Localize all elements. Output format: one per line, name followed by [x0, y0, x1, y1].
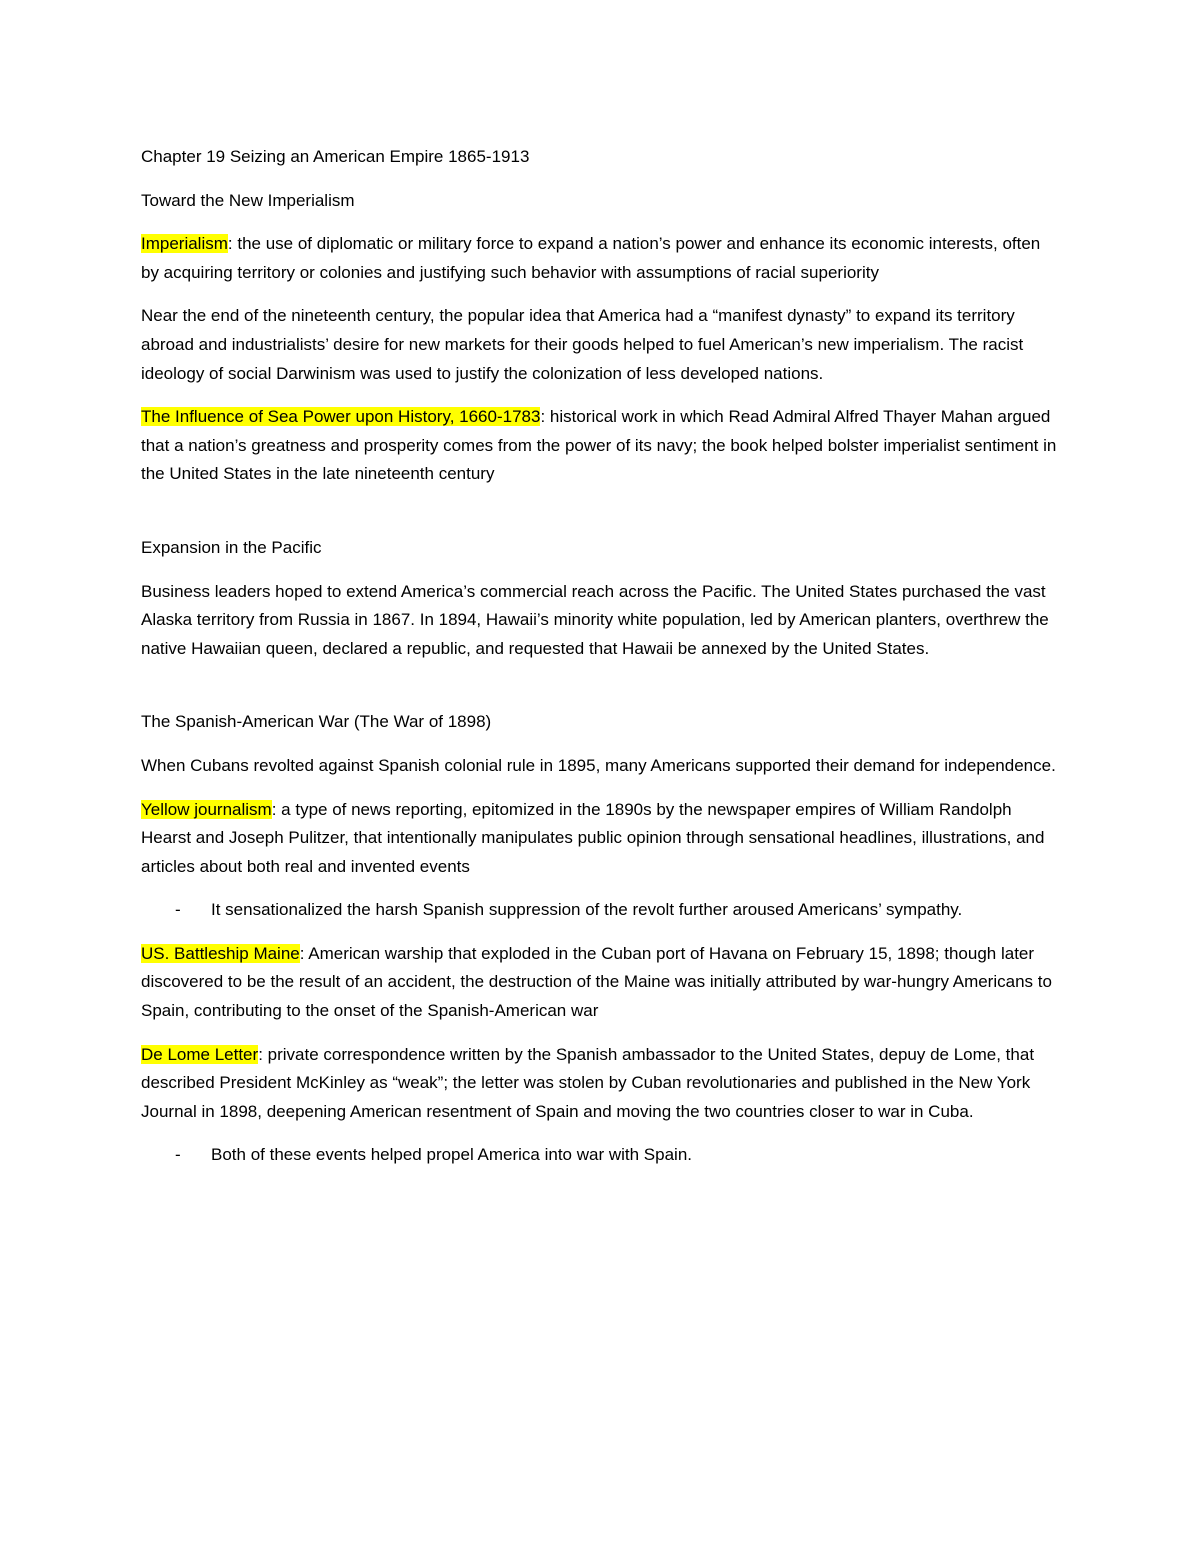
definition-battleship-maine — [141, 940, 1060, 1026]
bullet-text: Both of these events helped propel America into war with Spain. — [211, 1145, 693, 1165]
paragraph-manifest-dynasty: Near the end of the nineteenth century, the popular idea that America had a “manifest dynasty” to expand its territory abroad and industrialists’ desire for new markets for their goods helped to fuel American’s new imperialism. The racist ideology of social Darwinism was used to justify the colonization of less developed nations. — [141, 306, 1024, 383]
definition-yellow-journalism — [141, 796, 1060, 882]
term-battleship-maine: US. Battleship Maine — [141, 943, 300, 963]
document-title: Chapter 19 Seizing an American Empire 1865-1913 — [141, 147, 530, 166]
definition-text: : historical work in which Read Admiral Alfred Thayer Mahan argued that a nation’s greatness and prosperity comes from the power of its navy; the book helped bolster imperialist sentiment in the United States in the late nineteenth century — [141, 407, 1057, 484]
bullet-text: It sensationalized the harsh Spanish suppression of the revolt further aroused Americans’ sympathy. — [211, 900, 963, 920]
spacer — [141, 678, 1060, 708]
term-yellow-journalism: Yellow journalism — [141, 799, 272, 819]
definition-text: : a type of news reporting, epitomized in the 1890s by the newspaper empires of William Randolph Hearst and Joseph Pulitzer, that intentionally manipulates public opinion through sensational headlines, illustrations, and articles about both real and invented events — [141, 799, 1045, 876]
paragraph-cuban-revolt: When Cubans revolted against Spanish colonial rule in 1895, many Americans supported their demand for independence. — [141, 755, 1056, 775]
term-sea-power: The Influence of Sea Power upon History, 1660-1783 — [141, 407, 541, 427]
bullet-dash: - — [175, 1145, 181, 1165]
definition-de-lome-letter — [141, 1041, 1060, 1127]
definition-imperialism — [141, 230, 1060, 287]
definition-sea-power — [141, 403, 1060, 489]
bullet-item — [141, 1141, 1060, 1170]
definition-text: : private correspondence written by the Spanish ambassador to the United States, depuy de Lome, that described President McKinley as “weak”; the letter was stolen by Cuban revolutionaries and published in the New York Journal in 1898, deepening American resentment of Spain and moving the two countries closer to war in Cuba. — [141, 1044, 1035, 1121]
definition-text: : American warship that exploded in the Cuban port of Havana on February 15, 1898; though later discovered to be the result of an accident, the destruction of the Maine was initially attributed by war-hungry Americans to Spain, contributing to the onset of the Spanish-American war — [141, 943, 1052, 1021]
section-heading-spanish-american-war: The Spanish-American War (The War of 1898) — [141, 712, 492, 732]
term-de-lome-letter: De Lome Letter — [141, 1044, 259, 1064]
bullet-dash: - — [175, 900, 181, 920]
section-heading-pacific: Expansion in the Pacific — [141, 537, 322, 557]
spacer — [141, 504, 1060, 534]
term-imperialism: Imperialism — [141, 234, 228, 254]
section-heading-new-imperialism: Toward the New Imperialism — [141, 190, 355, 210]
bullet-item — [141, 896, 1060, 925]
definition-text: : the use of diplomatic or military force to expand a nation’s power and enhance its economic interests, often by acquiring territory or colonies and justifying such behavior with assumptions of racial superiority — [141, 234, 1041, 282]
paragraph-pacific: Business leaders hoped to extend America’s commercial reach across the Pacific. The United States purchased the vast Alaska territory from Russia in 1867. In 1894, Hawaii’s minority white population, led by American planters, overthrew the native Hawaiian queen, declared a republic, and requested that Hawaii be annexed by the United States. — [141, 581, 1049, 658]
